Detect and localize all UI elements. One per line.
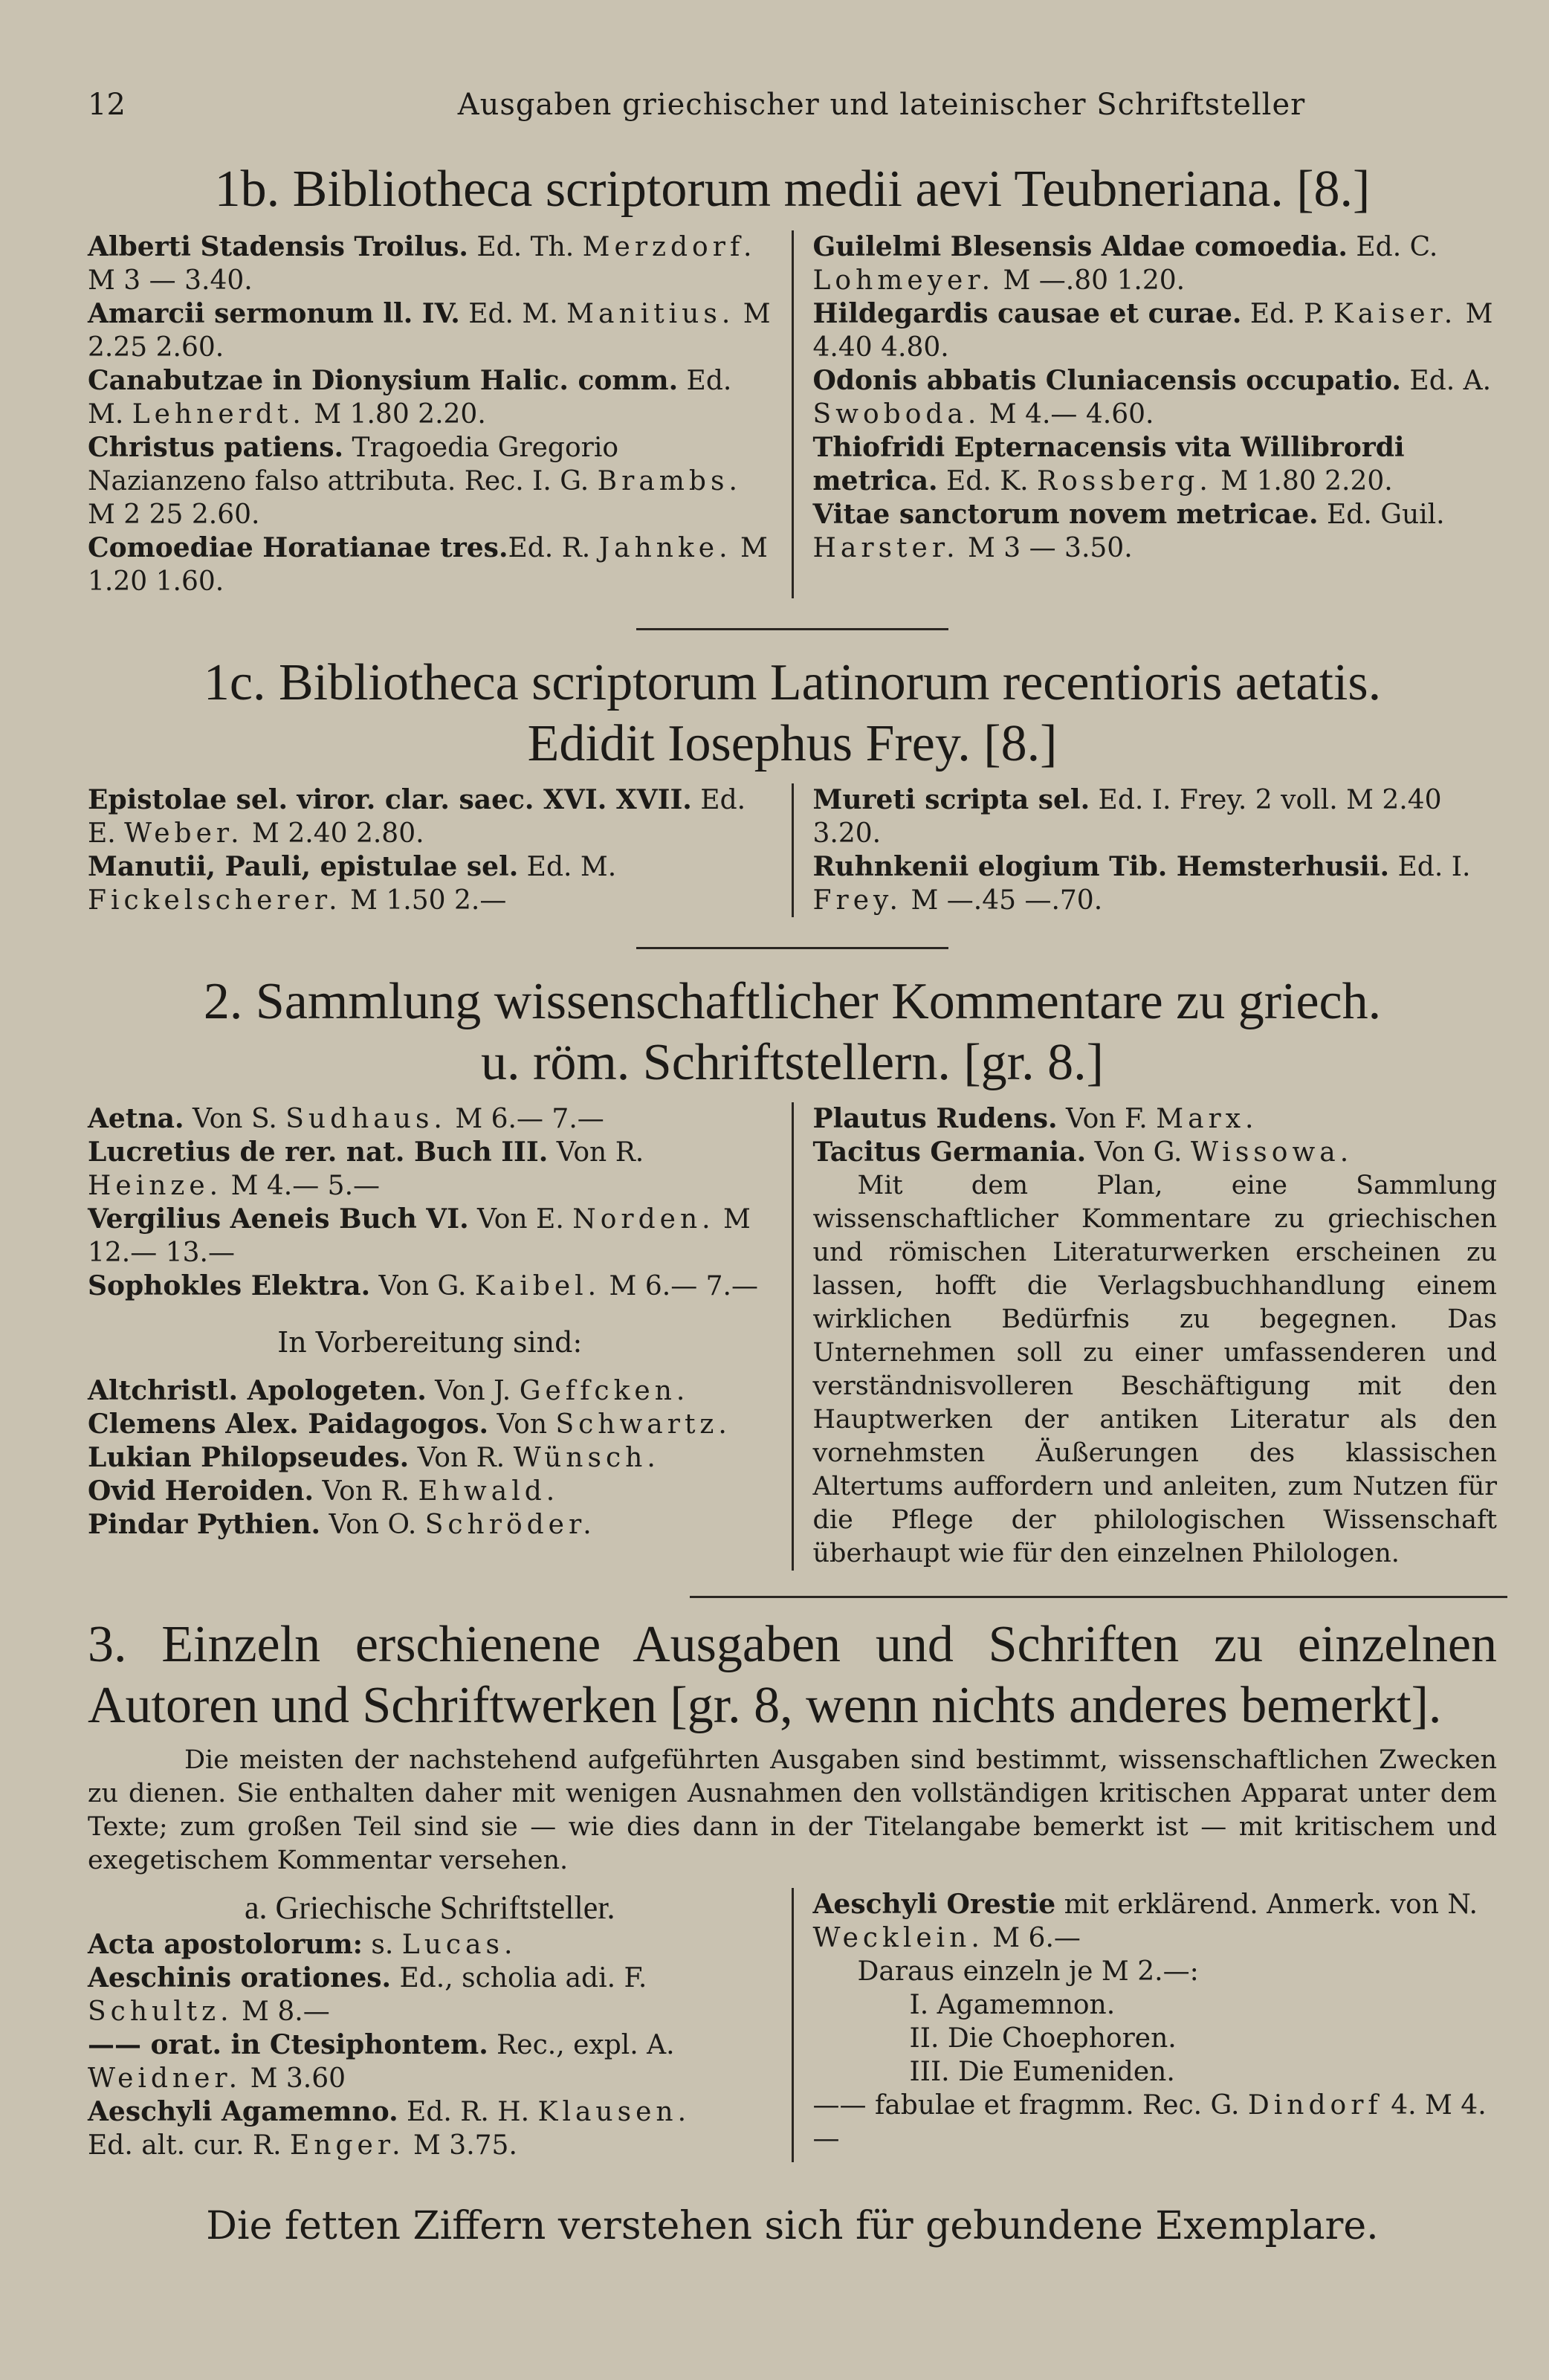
entry-editor: Klausen. — [537, 2097, 691, 2127]
section-2-right-list — [813, 1102, 1498, 1169]
entry-price: M 2 25 2.60. — [88, 499, 260, 530]
bibliography-entry — [88, 2095, 772, 2129]
bibliography-entry — [88, 1508, 772, 1542]
entry-detail: Ed. K. — [937, 466, 1037, 497]
entry-editor: Harster. — [812, 533, 960, 563]
entry-title: Vergilius Aeneis Buch VI. — [88, 1203, 469, 1235]
entry-editor: Swoboda. — [812, 399, 981, 430]
entry-detail: Ed. I. Frey. 2 voll. — [1090, 785, 1347, 815]
bibliography-entry — [813, 364, 1498, 431]
entry-title: Epistolae sel. viror. clar. saec. XVI. XVII. — [88, 784, 692, 815]
entry-title: Aeschyli Orestie — [812, 1889, 1056, 1920]
section-3-intro: Die meisten der nachstehend aufgeführten Ausgaben sind bestimmt, wissenschaftlichen Zwecken zu dienen. Sie enthalten daher mit wenigen Ausnahmen den vollständigen kritischen Apparat unter dem Texte; zum großen Teil sind sie — wie dies dann in der Titelangabe bemerkt ist — mit kritischem und exegetischem Kommentar versehen. — [88, 1745, 1497, 1875]
entry-price: M 12.— 13.— — [88, 1204, 751, 1268]
bibliography-entry — [88, 783, 772, 850]
bibliography-entry — [88, 1928, 772, 1962]
section-1b-left-column — [88, 230, 792, 598]
section-1c-subtitle: Edidit Iosephus Frey. [8.] — [527, 715, 1058, 772]
entry-detail: Ed. C. — [1347, 232, 1438, 262]
entry-detail: Ed. M. — [459, 299, 567, 329]
entry-detail: Von G. — [370, 1271, 475, 1301]
section-1c-entries — [88, 783, 1497, 917]
entry-editor: Wecklein. — [812, 1923, 984, 1953]
divider — [636, 628, 948, 630]
entry-title: Plautus Rudens. — [812, 1103, 1058, 1134]
section-1c-title: 1c. Bibliotheca scriptorum Latinorum recentioris aetatis. — [203, 654, 1382, 711]
entry-title: Guilelmi Blesensis Aldae comoedia. — [812, 231, 1348, 262]
entry-editor: Weidner. — [88, 2063, 242, 2094]
entry-title: Vitae sanctorum novem metricae. — [812, 499, 1319, 530]
entry-detail: s. — [362, 1930, 402, 1960]
entry-price: M 6.— 7.— — [446, 1104, 604, 1134]
entry-title: Pindar Pythien. — [88, 1509, 320, 1540]
entry-title: Ruhnkenii elogium Tib. Hemsterhusii. — [812, 851, 1390, 882]
section-1c-left-column — [88, 783, 792, 917]
bibliography-entry — [88, 850, 772, 917]
entry-title: Acta apostolorum: — [88, 1929, 363, 1960]
preparation-heading: In Vorbereitung sind: — [277, 1326, 583, 1359]
bibliography-entry — [813, 297, 1498, 364]
entry-title: Odonis abbatis Cluniacensis occupatio. — [812, 365, 1401, 396]
section-2-left-column — [88, 1102, 792, 1571]
fabulae-entry — [813, 2089, 1498, 2156]
bibliography-entry — [88, 1136, 772, 1203]
entry-title: Alberti Stadensis Troilus. — [88, 231, 468, 262]
entry-title: Manutii, Pauli, epistulae sel. — [88, 851, 519, 882]
entry-editor: Heinze. — [88, 1171, 223, 1201]
entry-editor: Manitius. — [566, 299, 735, 329]
bibliography-entry — [813, 498, 1498, 565]
section-1b-title: 1b. Bibliotheca scriptorum medii aevi Teubneriana. [8.] — [214, 161, 1371, 218]
entry-price: M 1.80 2.20. — [305, 399, 486, 430]
section-3-subtitle: Autoren und Schriftwerken [gr. 8, wenn nichts anderes bemerkt]. — [88, 1677, 1442, 1734]
subsection-heading: a. Griechische Schriftsteller. — [245, 1889, 615, 1926]
entry-title: Hildegardis causae et curae. — [812, 298, 1242, 329]
sub-entry: III. Die Eumeniden. — [909, 2057, 1175, 2087]
entry-title: Ovid Heroiden. — [88, 1475, 314, 1507]
section-2-subtitle: u. röm. Schriftstellern. [gr. 8.] — [481, 1034, 1104, 1091]
entry-editor: Weber. — [124, 818, 244, 849]
section-3-title: 3. Einzeln erschienene Ausgaben und Schriften zu einzelnen — [88, 1616, 1497, 1673]
section-2-entries — [88, 1102, 1497, 1571]
bibliography-entry — [813, 1136, 1498, 1169]
entry-price: M 2.25 2.60. — [88, 299, 771, 363]
section-2-published-list — [88, 1102, 772, 1303]
entry-price: M 2.40 2.80. — [243, 818, 424, 849]
entry-price: M 6.— 7.— — [601, 1271, 758, 1301]
entry-price: M 3 — 3.50. — [959, 533, 1133, 563]
entry-detail: mit erklärend. Anmerk. von N. — [1055, 1889, 1478, 1920]
entry-detail: Ed. Guil. — [1318, 499, 1445, 530]
preparation-list — [88, 1374, 772, 1542]
entry-detail: Ed. E. — [88, 785, 746, 849]
bibliography-entry — [813, 230, 1498, 297]
section-1b-entries — [88, 230, 1497, 598]
entry-title: Aeschinis orationes. — [88, 1962, 392, 1993]
entry-detail: Ed. I. — [1389, 852, 1471, 882]
entry-detail: Ed. M. — [518, 852, 617, 882]
entry-detail: Ed. R. H. — [398, 2097, 538, 2127]
entry-detail: —— fabulae et fragmm. Rec. G. — [812, 2090, 1248, 2121]
entry-editor: Ehwald. — [418, 1476, 560, 1507]
entry-editor: Wünsch. — [513, 1443, 660, 1473]
bibliography-entry — [88, 2028, 772, 2095]
entry-editor: Dindorf — [1247, 2090, 1383, 2121]
bibliography-entry — [88, 1374, 772, 1408]
entry-price: M 1.50 2.— — [341, 885, 507, 916]
entry-detail: Ed. Th. — [468, 232, 583, 262]
bibliography-entry — [813, 783, 1498, 850]
entry-title: Comoediae Horatianae tres. — [88, 532, 508, 563]
divider — [636, 947, 948, 949]
entry-price: M 1.20 1.60. — [88, 533, 768, 597]
bibliography-entry — [88, 1270, 772, 1303]
entry-detail: Von S. — [184, 1104, 286, 1134]
entry-editor: Kaibel. — [474, 1271, 601, 1301]
entry-title: Lukian Philopseudes. — [88, 1442, 410, 1473]
entry-price: M 4.— 4.60. — [980, 399, 1154, 430]
entry-title: Mureti scripta sel. — [812, 784, 1090, 815]
entry-editor: Rossberg. — [1036, 466, 1212, 497]
entry-editor: Geffcken. — [519, 1376, 690, 1406]
entry-detail: Von R. — [409, 1443, 514, 1473]
bibliography-entry — [88, 1102, 772, 1136]
bibliography-entry — [88, 1962, 772, 2028]
section-2-right-column — [792, 1102, 1498, 1571]
entry-title: Thiofridi Epternacensis vita Willibrordi metrica. — [812, 432, 1405, 497]
entry-title: Canabutzae in Dionysium Halic. comm. — [88, 365, 679, 396]
entry-price: M 3.75. — [404, 2130, 517, 2161]
entry-detail: Von O. — [320, 1510, 425, 1540]
entry-detail: Von J. — [426, 1376, 520, 1406]
entry-detail: Von R. — [314, 1476, 418, 1507]
footer-note: Die fetten Ziffern verstehen sich für gebundene Exemplare. — [206, 2204, 1379, 2248]
entry-detail: Von E. — [468, 1204, 573, 1235]
entry-editor: Lehnerdt. — [132, 399, 305, 430]
entry-editor: Schultz. — [88, 1996, 233, 2027]
series-description: Mit dem Plan, eine Sammlung wissenschaftlicher Kommentare zu griechischen und römischen Literaturwerken erscheinen zu lassen, hofft die Verlagsbuchhandlung einem wirklichen Bedürfnis zu begegnen. Das Unternehmen soll zu einer umfassenderen und verständnisvolleren Beschäftigung mit den Hauptwerken der antiken Literatur als den vornehmsten Äußerungen des klassischen Altertums auffordern und anleiten, zum Nutzen für die Pflege der philologischen Wissenschaft überhaupt wie für den einzelnen Philologen. — [812, 1171, 1497, 1568]
section-3-left-column — [88, 1888, 792, 2162]
bibliography-entry — [88, 1441, 772, 1475]
entry-price: 4. M 4.— — [812, 2090, 1487, 2154]
entry-detail: Von R. — [548, 1137, 644, 1168]
sub-entry: I. Agamemnon. — [909, 1990, 1116, 2020]
entry-detail: Ed. M. — [88, 366, 732, 430]
entry-editor: Merzdorf. — [582, 232, 757, 262]
entry-detail: Ed. P. — [1241, 299, 1333, 329]
entry-price: M —.80 1.20. — [995, 265, 1186, 296]
bibliography-entry — [88, 297, 772, 364]
bibliography-entry — [813, 850, 1498, 917]
entry-editor: Norden. — [572, 1204, 715, 1235]
entry-editor: Jahnke. — [598, 533, 732, 563]
entry-editor: Sudhaus. — [285, 1104, 447, 1134]
sub-entry: Daraus einzeln je M 2.—: — [857, 1956, 1199, 1987]
entry-price: M 3 — 3.40. — [88, 265, 253, 296]
bibliography-entry — [813, 431, 1498, 498]
entry-detail: Von G. — [1086, 1137, 1191, 1168]
entry-editor: Kaiser. — [1333, 299, 1458, 329]
entry-title: Tacitus Germania. — [812, 1136, 1087, 1168]
divider — [690, 1596, 1507, 1598]
running-title: Ausgaben griechischer und lateinischer Schriftsteller — [457, 88, 1306, 122]
entry-price: M 2.40 3.20. — [812, 785, 1442, 849]
entry-title: Lucretius de rer. nat. Buch III. — [88, 1136, 549, 1168]
entry-editor: Frey. — [812, 885, 902, 916]
entry-title: Christus patiens. — [88, 432, 344, 463]
entry-title: Clemens Alex. Paidagogos. — [88, 1409, 489, 1440]
entry-price: M 1.80 2.20. — [1212, 466, 1393, 497]
entry-detail: Ed. A. — [1400, 366, 1492, 396]
entry-title: Aeschyli Agamemno. — [88, 2096, 398, 2127]
entry-editor: Wissowa. — [1190, 1137, 1354, 1168]
entry-title: Altchristl. Apologeten. — [88, 1375, 427, 1406]
entry-editor: Lucas. — [401, 1930, 517, 1960]
entry-title: Sophokles Elektra. — [88, 1270, 371, 1301]
bibliography-entry — [88, 531, 772, 598]
orestie-entry — [813, 1888, 1498, 1955]
entry-detail: Rec., expl. A. — [488, 2030, 675, 2060]
bibliography-entry — [88, 2129, 772, 2162]
section-1b-right-column — [792, 230, 1498, 598]
bibliography-entry — [813, 1102, 1498, 1136]
entry-editor: Brambs. — [597, 466, 742, 497]
bibliography-entry — [813, 1888, 1498, 1955]
bibliography-entry — [88, 1408, 772, 1441]
entry-price: M 6.— — [983, 1923, 1081, 1953]
entry-title: —— orat. in Ctesiphontem. — [88, 2029, 488, 2060]
section-2-title: 2. Sammlung wissenschaftlicher Kommentare zu griech. — [203, 973, 1382, 1030]
section-1c-right-column — [792, 783, 1498, 917]
bibliography-entry — [88, 431, 772, 531]
entry-detail: Von — [488, 1409, 556, 1440]
entry-price: M 3.60 — [242, 2063, 346, 2094]
entry-price: M 4.40 4.80. — [812, 299, 1493, 363]
entry-price: M —.45 —.70. — [902, 885, 1103, 916]
entry-detail: Ed. R. — [508, 533, 599, 563]
entry-price: M 4.— 5.— — [222, 1171, 381, 1201]
entry-detail: Ed., scholia adi. F. — [391, 1963, 647, 1993]
page-header — [88, 88, 1497, 140]
entry-price: M 8.— — [233, 1996, 330, 2027]
entry-title: Aetna. — [88, 1103, 184, 1134]
page-number: 12 — [88, 88, 126, 122]
bibliography-entry — [88, 230, 772, 297]
section-3-right-column — [792, 1888, 1498, 2162]
entry-editor: Schröder. — [424, 1510, 596, 1540]
entry-editor: Marx. — [1156, 1104, 1258, 1134]
greek-authors-list — [88, 1928, 772, 2162]
sub-entry: II. Die Choephoren. — [909, 2023, 1177, 2054]
entry-title: Amarcii sermonum ll. IV. — [88, 298, 460, 329]
bibliography-entry — [88, 1475, 772, 1508]
entry-detail: Tragoedia Gregorio Nazianzeno falso attributa. Rec. I. G. — [88, 433, 619, 497]
bibliography-entry — [88, 1203, 772, 1270]
entry-editor: Lohmeyer. — [812, 265, 995, 296]
bibliography-entry — [88, 364, 772, 431]
entry-detail: Von F. — [1057, 1104, 1157, 1134]
bibliography-entry — [813, 2089, 1498, 2156]
entry-editor: Fickelscherer. — [88, 885, 342, 916]
entry-editor: Enger. — [290, 2130, 405, 2161]
section-3-entries — [88, 1888, 1497, 2162]
entry-editor: Schwartz. — [555, 1409, 731, 1440]
entry-detail: Ed. alt. cur. R. — [88, 2130, 291, 2161]
